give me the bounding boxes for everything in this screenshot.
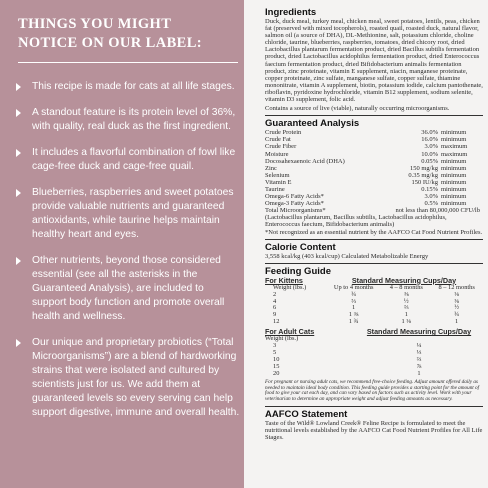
table-row [265, 186, 483, 193]
nutrient-unit: minimum [441, 185, 467, 193]
cups-cell: ⅔ [416, 355, 422, 363]
benefit-item [14, 254, 240, 324]
table-row [265, 165, 483, 172]
table-row [265, 350, 483, 357]
ingredients-text: Duck, duck meal, turkey meal, chicken meal, sweet potatoes, lentils, peas, chicken fat (preserved with mixed tocopherols), roasted quail, roasted duck, natural flavor, salmon oil (a source of DHA), DL-Methionine, salt, potassium chloride, choline chloride, taurine, blueberries, raspberries, tomatoes, dried chicory root, dried Lactobacillus plantarum fermentation product, dried Bacillus subtilis fermentation product, dried Lactobacillus acidophilus fermentation product, dried Enterococcus faecium fermentation product, dried Bifidobacterium animalis fermentation product, zinc proteinate, vitamin E supplement, niacin, manganese proteinate, copper proteinate, zinc sulfate, manganese sulfate, copper sulfate, thiamine mononitrate, vitamin A supplement, biotin, potassium iodide, calcium pantothenate, riboflavin, pyridoxine hydrochloride, vitamin B12 supplement, sodium selenite, vitamin D3 supplement, folic acid. [265, 18, 483, 104]
nutrient-value: 150 IU/kg [411, 178, 438, 186]
label-content [265, 8, 483, 442]
weight-label: Weight (lbs.) [265, 335, 299, 343]
nutrient-name: Moisture [265, 150, 289, 158]
table-row [265, 357, 483, 364]
cups-cell: ⅜ [403, 290, 409, 298]
nutrient-value: 0.35 mg/kg [408, 171, 438, 179]
benefit-text: Other nutrients, beyond those considered essential (see all the asterisks in the Guaranteed Analysis), are included to support body function and promote overall health and wellness. [32, 255, 225, 322]
microorganism-strains: (Lactobacillus plantarum, Bacillus subtilis, Lactobacillus acidophilus, Enterococcus faecium, Bifidobacterium animalis) [265, 214, 447, 229]
table-row [265, 143, 483, 150]
label-panel [244, 0, 488, 488]
benefit-text: This recipe is made for cats at all life stages. [32, 81, 235, 92]
nutrient-unit: maximum [441, 150, 468, 158]
cups-cell: ¾ [351, 290, 357, 298]
nutrient-name: Crude Fat [265, 136, 291, 144]
title-line-2: NOTICE ON OUR LABEL: [18, 35, 203, 51]
nutrient-value: 0.5% [424, 200, 438, 208]
section-divider [265, 263, 483, 264]
nutrient-name: Taurine [265, 185, 285, 193]
bullet-arrow-icon [16, 83, 21, 91]
nutrient-unit: minimum [441, 200, 467, 208]
nutrient-value: 0.15% [421, 185, 438, 193]
cups-cell: ⅞ [416, 362, 422, 370]
title-divider [18, 62, 238, 63]
adults-label: For Adult Cats [265, 327, 315, 337]
nutrient-value: 16.0% [421, 136, 438, 144]
panel-title [18, 15, 238, 53]
cups-cell: 1 ¾ [348, 318, 359, 326]
benefit-text: A standout feature is its protein level of 36%, with quality, real duck as the first ingredient. [32, 107, 236, 132]
table-row [265, 200, 483, 207]
benefit-text: Our unique and proprietary probiotics (“Total Microorganisms”) are a blend of hardworking strains that were isolated and cultured by scientists just for us. We add them at guaranteed levels so every serving can help support digestive, immune and overall health. [32, 337, 240, 418]
nutrient-unit: minimum [441, 164, 467, 172]
nutrient-unit: minimum [441, 129, 467, 137]
age-column-header: 4 – 8 months [389, 283, 423, 291]
ingredients-heading: Ingredients [265, 7, 317, 18]
table-header-row [265, 285, 483, 292]
kitten-feeding-table [265, 277, 483, 326]
bullet-arrow-icon [16, 109, 21, 117]
weight-cell: 15 [273, 362, 280, 370]
kittens-label: For Kittens [265, 275, 303, 285]
nutrient-name: Vitamin E [265, 178, 292, 186]
weight-cell: 10 [273, 355, 280, 363]
aafco-heading: AAFCO Statement [265, 409, 348, 421]
bullet-arrow-icon [16, 149, 21, 157]
analysis-table [265, 129, 483, 214]
table-row [265, 319, 483, 326]
nutrient-value: 3.0% [424, 193, 438, 201]
asterisk-note: *Not recognized as an essential nutrient by the AAFCO Cat Food Nutrient Profiles. [265, 228, 483, 236]
weight-cell: 9 [273, 311, 277, 319]
table-row [265, 207, 483, 214]
feeding-note: For pregnant or nursing adult cats, we recommend free-choice feeding. Adjust amount offered daily as needed to maintain ideal body condition. This feeding guide provides a starting point for the amount of food to give your cat each day, and can vary based on factors such as activity level. Work with your veterinarian to determine an appropriate weight and adjust feeding amounts as necessary. [265, 378, 480, 403]
analysis-heading: Guaranteed Analysis [265, 118, 360, 130]
cups-cell: ⅛ [454, 290, 460, 298]
bullet-arrow-icon [16, 339, 21, 347]
nutrient-unit: minimum [441, 193, 467, 201]
nutrient-value: 10.0% [421, 150, 438, 158]
table-row [265, 292, 483, 299]
cups-cell: ¼ [416, 342, 422, 350]
weight-cell: 3 [273, 342, 277, 350]
age-column-header: Up to 4 months [333, 283, 374, 291]
benefit-text: It includes a flavorful combination of fowl like cage-free duck and cage-free quail. [32, 147, 236, 172]
nutrient-unit: minimum [441, 171, 467, 179]
table-row [265, 343, 483, 350]
table-row [265, 193, 483, 200]
benefit-item [14, 106, 240, 134]
weight-cell: 4 [273, 297, 277, 305]
nutrient-unit: minimum [441, 157, 467, 165]
title-line-1: THINGS YOU MIGHT [18, 16, 172, 32]
cups-cell: 1 [404, 311, 408, 319]
table-row [265, 172, 483, 179]
weight-cell: 5 [273, 348, 277, 356]
table-row [265, 179, 483, 186]
table-row [265, 371, 483, 378]
cups-cell: ⅔ [351, 297, 357, 305]
cups-cell: ½ [454, 304, 460, 312]
table-header-row [265, 336, 483, 343]
cups-label: Standard Measuring Cups/Day [351, 275, 457, 285]
nutrient-value: 0.05% [421, 157, 438, 165]
nutrient-name: Zinc [265, 164, 277, 172]
weight-cell: 20 [273, 369, 280, 377]
weight-cell: 6 [273, 304, 277, 312]
table-row [265, 151, 483, 158]
nutrient-name: Total Microorganisms* [265, 207, 326, 215]
table-row [265, 299, 483, 306]
weight-cell: 2 [273, 290, 277, 298]
benefit-item [14, 186, 240, 242]
cups-cell: 1 [455, 318, 459, 326]
nutrient-name: Crude Fiber [265, 143, 297, 151]
benefit-item [14, 146, 240, 174]
cups-label: Standard Measuring Cups/Day [366, 327, 472, 337]
ingredients-footnote: Contains a source of live (viable), naturally occurring microorganisms. [265, 105, 450, 113]
nutrient-unit: minimum [441, 178, 467, 186]
section-divider [265, 239, 483, 240]
section-divider [265, 115, 483, 116]
cups-cell: ½ [403, 297, 409, 305]
nutrient-value: 3.0% [424, 143, 438, 151]
benefit-item [14, 80, 240, 94]
benefit-text: Blueberries, raspberries and sweet potatoes provide valuable nutrients and guaranteed antioxidants, while taurine helps maintain healthy heart and eyes. [32, 187, 234, 240]
section-divider [265, 406, 483, 407]
adult-feeding-table [265, 328, 483, 377]
bullet-arrow-icon [16, 257, 21, 265]
table-row [265, 158, 483, 165]
table-row [265, 305, 483, 312]
nutrient-value: not less than 80,000,000 CFU/lb [395, 207, 480, 215]
table-row [265, 136, 483, 143]
calorie-text: 3,558 kcal/kg (403 kcal/cup) Calculated Metabolizable Energy [265, 252, 429, 260]
feeding-heading: Feeding Guide [265, 265, 331, 277]
benefit-list [14, 80, 240, 432]
age-column-header: 8 – 12 months [438, 283, 475, 291]
table-row [265, 364, 483, 371]
cups-cell: ⅓ [416, 348, 422, 356]
nutrient-unit: maximum [441, 143, 468, 151]
calorie-heading: Calorie Content [265, 241, 336, 253]
cups-cell: 1 [417, 369, 421, 377]
bullet-arrow-icon [16, 189, 21, 197]
nutrient-name: Docosahexaenoic Acid (DHA) [265, 157, 345, 165]
cups-cell: 1 [352, 304, 356, 312]
benefit-item [14, 336, 240, 420]
cups-cell: 1 ⅛ [401, 318, 412, 326]
nutrient-value: 150 mg/kg [410, 164, 438, 172]
cups-cell: ¾ [454, 311, 460, 319]
nutrient-name: Selenium [265, 171, 290, 179]
nutrient-name: Crude Protein [265, 129, 302, 137]
cups-cell: 1 ⅜ [348, 311, 359, 319]
nutrient-name: Omega-3 Fatty Acids* [265, 200, 324, 208]
nutrient-name: Omega-6 Fatty Acids* [265, 193, 324, 201]
weight-label: Weight (lbs.) [273, 283, 307, 291]
table-row [265, 312, 483, 319]
nutrient-unit: minimum [441, 136, 467, 144]
aafco-text: Taste of the Wild® Lowland Creek® Feline Recipe is formulated to meet the nutritional levels established by the AAFCO Cat Food Nutrient Profiles for All Life Stages. [265, 420, 483, 442]
table-row [265, 129, 483, 136]
nutrient-value: 36.0% [421, 129, 438, 137]
weight-cell: 12 [273, 318, 280, 326]
cups-cell: ⅔ [403, 304, 409, 312]
cups-cell: ⅜ [454, 297, 460, 305]
